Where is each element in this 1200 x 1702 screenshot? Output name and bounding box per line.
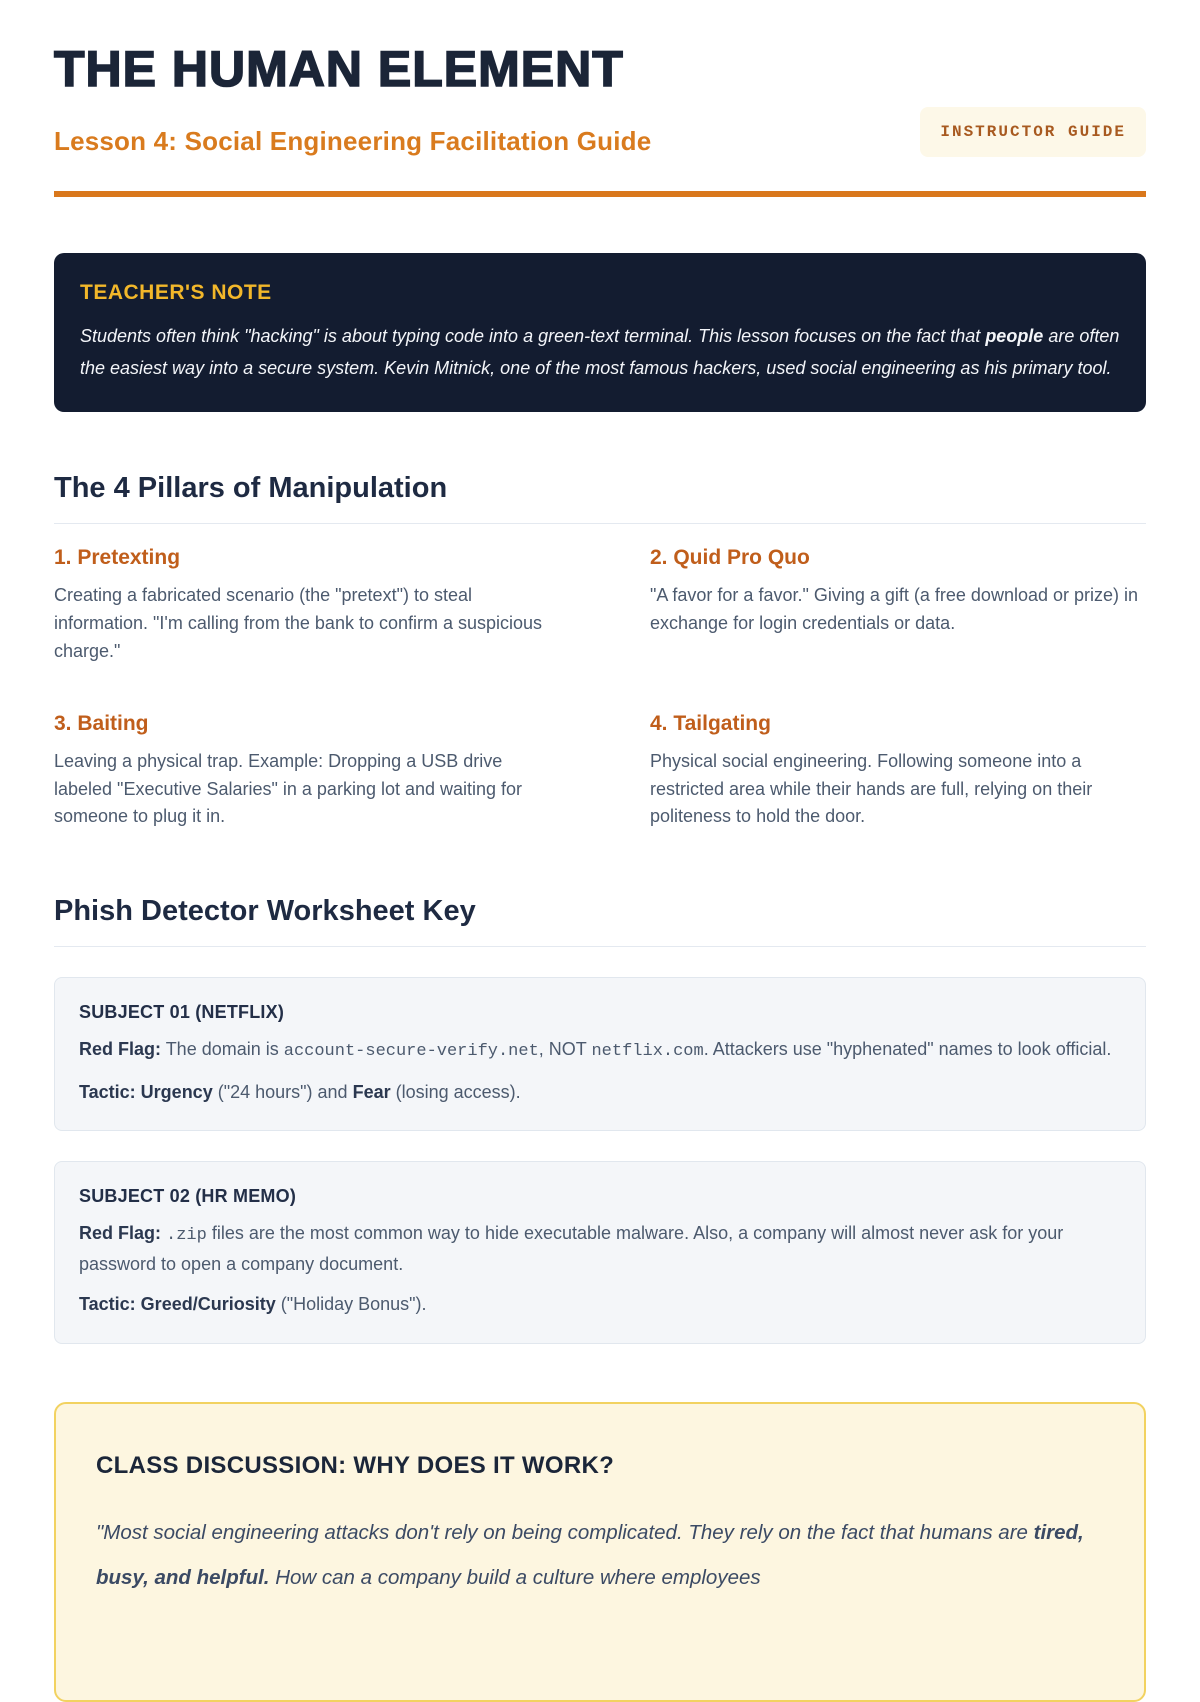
lesson-subtitle: Lesson 4: Social Engineering Facilitation Guide [54, 126, 652, 156]
tactic-line [79, 1078, 1121, 1107]
subject-card-netflix [54, 977, 1146, 1131]
tactic-seg2: (losing access). [390, 1081, 521, 1102]
pillars-section-title: The 4 Pillars of Manipulation [54, 472, 1146, 524]
discussion-title: CLASS DISCUSSION: WHY DOES IT WORK? [96, 1452, 615, 1480]
pillar-body: "A favor for a favor." Giving a gift (a free download or prize) in exchange for login credentials or data. [650, 585, 1139, 633]
header-row [54, 107, 1146, 157]
tactic-line [79, 1290, 1121, 1319]
teachers-note-body [80, 321, 1120, 384]
red-flag-label: Red Flag: [79, 1223, 162, 1244]
pillars-grid [54, 546, 1146, 831]
subject-title: SUBJECT 02 (HR MEMO) [79, 1186, 297, 1207]
subject-card-hr-memo [54, 1161, 1146, 1344]
discussion-quote [96, 1510, 1104, 1600]
tactic-label: Tactic: Greed/Curiosity [79, 1294, 276, 1315]
pillar-item-pretexting [54, 546, 550, 666]
class-discussion-panel [54, 1402, 1146, 1702]
red-flag-line [79, 1035, 1121, 1065]
pillar-title: 4. Tailgating [650, 711, 771, 735]
note-text-bold: people [985, 326, 1044, 346]
worksheet-key-section [54, 895, 1146, 1344]
teachers-note-panel [54, 253, 1146, 412]
page-title: THE HUMAN ELEMENT [54, 41, 624, 97]
tactic-bold-fear: Fear [352, 1081, 391, 1102]
pillar-body: Leaving a physical trap. Example: Dropping a USB drive labeled "Executive Salaries" in a parking lot and waiting for someone to plug it in. [54, 750, 523, 827]
red-flag-seg2: files are the most common way to hide executable malware. Also, a company will almost never ask for your password to open a company document. [79, 1223, 1064, 1274]
pillar-title: 2. Quid Pro Quo [650, 546, 810, 569]
pillars-section [54, 472, 1146, 831]
real-domain-mono: netflix.com [591, 1042, 704, 1062]
subject-title: SUBJECT 01 (NETFLIX) [79, 1002, 285, 1023]
tactic-label: Tactic: Urgency [79, 1081, 213, 1102]
red-flag-line [79, 1219, 1121, 1278]
pillar-body: Physical social engineering. Following someone into a restricted area while their hands are full, relying on their politeness to hold the door. [650, 750, 1093, 827]
pillar-item-quid-pro-quo [650, 546, 1146, 666]
tactic-seg1: ("Holiday Bonus"). [275, 1294, 427, 1315]
quote-seg1: "Most social engineering attacks don't rely on being complicated. They rely on the fact that humans are [96, 1521, 1034, 1545]
note-text-seg1: Students often think "hacking" is about typing code into a green-text terminal. This lesson focuses on the fact that [80, 326, 986, 346]
teachers-note-title: TEACHER'S NOTE [80, 281, 272, 304]
pillar-title: 3. Baiting [54, 711, 149, 735]
pillar-item-baiting [54, 712, 550, 832]
quote-bold: tired, busy, and helpful. [96, 1521, 1084, 1590]
note-text-seg2: are often the easiest way into a secure system. Kevin Mitnick, one of the most famous hackers, used social engineering as his primary tool. [80, 326, 1120, 378]
pillar-item-tailgating [650, 712, 1146, 832]
red-flag-seg2: , NOT [538, 1039, 592, 1060]
red-flag-seg3: . Attackers use "hyphenated" names to look official. [703, 1039, 1112, 1060]
page-header [54, 42, 1146, 197]
pillar-title: 1. Pretexting [54, 546, 181, 569]
tactic-seg1: ("24 hours") and [212, 1081, 353, 1102]
instructor-guide-badge: INSTRUCTOR GUIDE [920, 107, 1146, 157]
zip-extension-mono: .zip [166, 1226, 207, 1246]
red-flag-seg1: The domain is [161, 1039, 284, 1060]
accent-divider-rule [54, 191, 1146, 197]
red-flag-label: Red Flag: [79, 1039, 162, 1060]
phish-domain-mono: account-secure-verify.net [283, 1042, 539, 1062]
pillar-body: Creating a fabricated scenario (the "pretext") to steal information. "I'm calling from the bank to confirm a suspicious charge." [54, 585, 543, 661]
quote-seg2: How can a company build a culture where employees [269, 1566, 761, 1590]
worksheet-section-title: Phish Detector Worksheet Key [54, 895, 1146, 947]
